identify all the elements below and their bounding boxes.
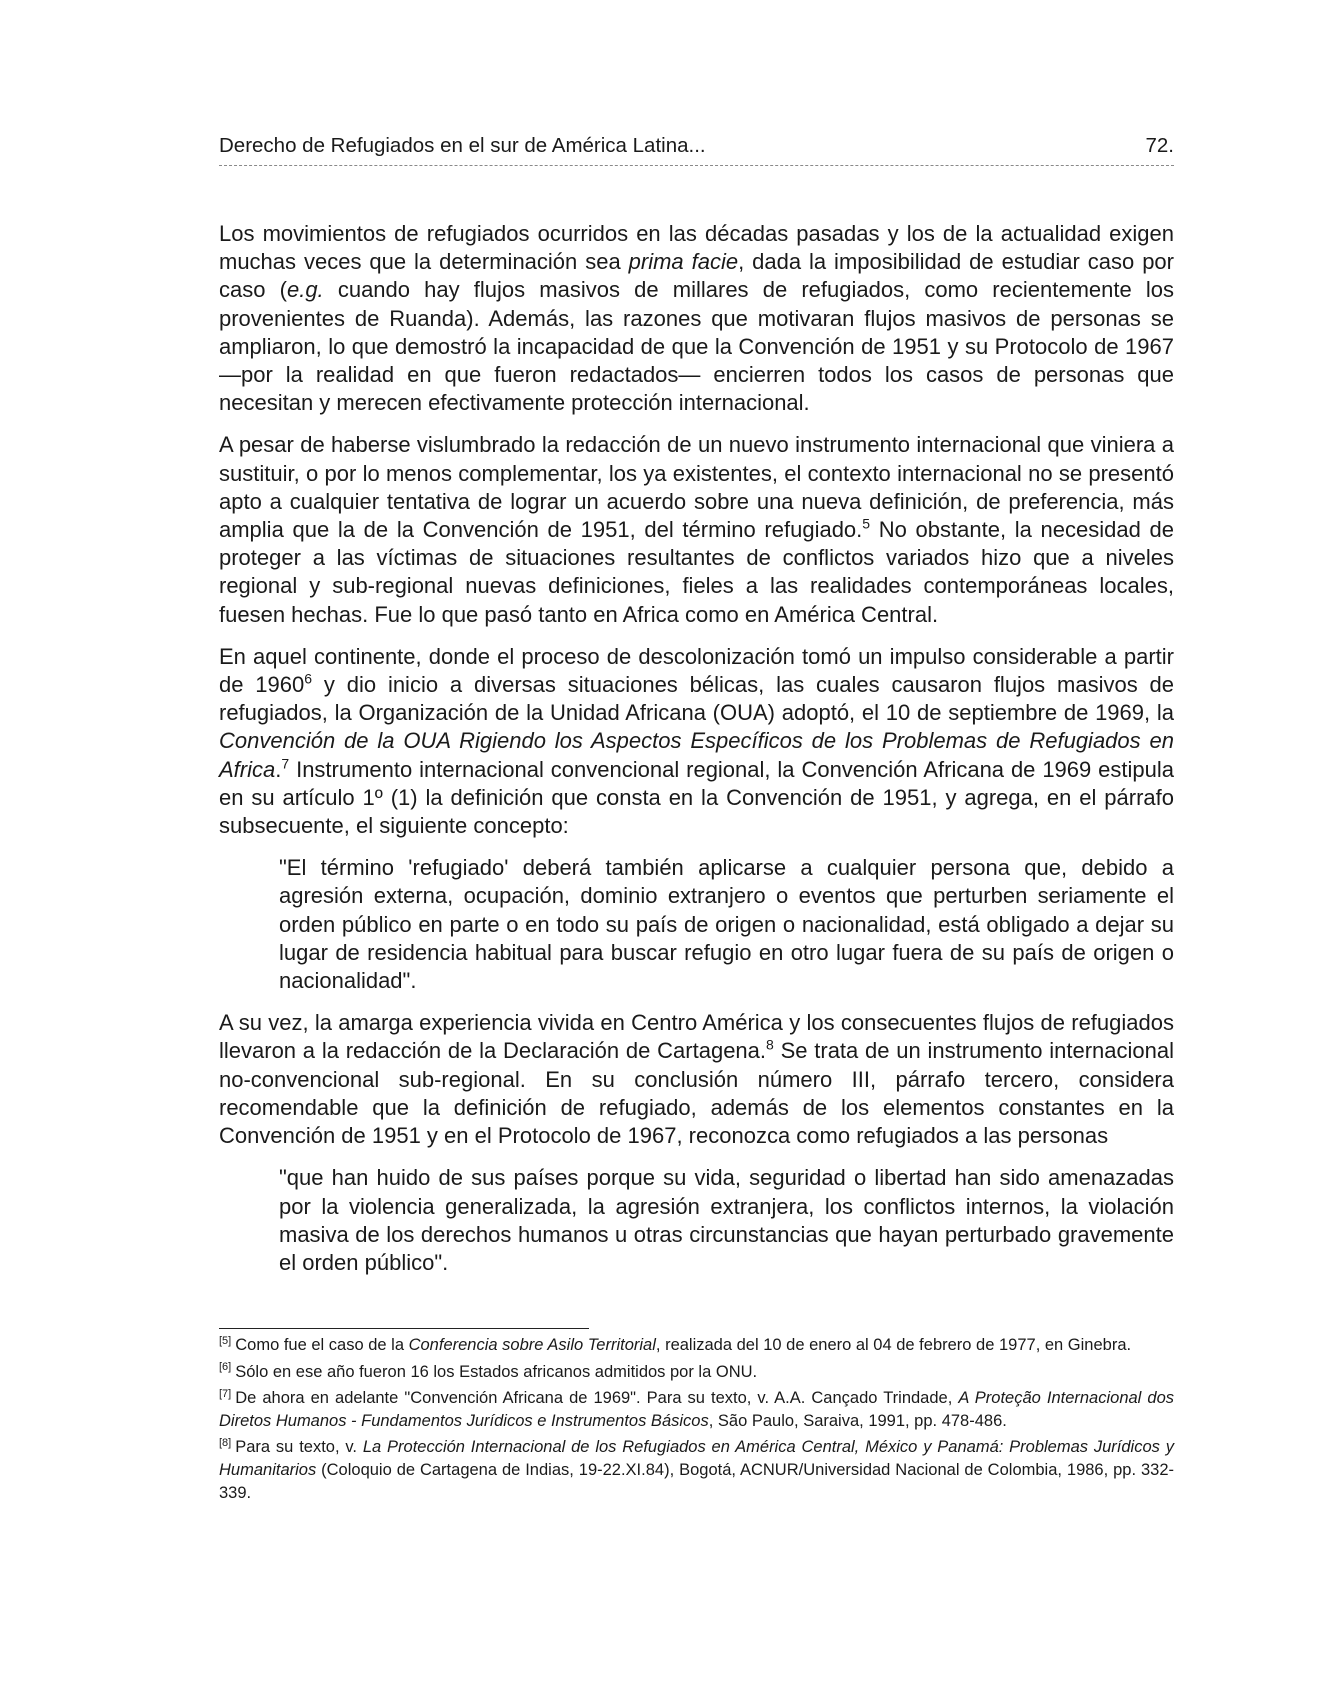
block-quote-2: "que han huido de sus países porque su vida, seguridad o libertad han sido amenazadas por la violencia generalizada, la agresión extranjera, los conflictos internos, la violación masiva de los derechos humanos u otras circunstancias que hayan perturbado gravemente el orden público". bbox=[279, 1165, 1174, 1275]
paragraph-1: Los movimientos de refugiados ocurridos en las décadas pasadas y los de la actualidad exigen muchas veces que la determinación sea prima facie, dada la imposibilidad de estudiar caso por caso (e.g. cuando hay flujos masivos de millares de refugiados, como recientemente los provenientes de Ruanda). Además, las razones que motivaran flujos masivos de personas se ampliaron, lo que demostró la incapacidad de que la Convención de 1951 y su Protocolo de 1967 —por la realidad en que fueron redactados— encierren todos los casos de personas que necesitan y merecen efectivamente protección internacional. bbox=[219, 221, 1174, 416]
document-page bbox=[219, 0, 1174, 1697]
paragraph-4: A su vez, la amarga experiencia vivida en Centro América y los consecuentes flujos de refugiados llevaron a la redacción de la Declaración de Cartagena.$^8$ Se trata de un instrumento internacional no-convencional sub-regional. En su conclusión número III, párrafo tercero, considera recomendable que la definición de refugiado, además de los elementos constantes en la Convención de 1951 y en el Protocolo de 1967, reconozca como refugiados a las personas bbox=[219, 1010, 1174, 1149]
page-number: 72. bbox=[1145, 134, 1174, 157]
body-text bbox=[219, 220, 1174, 1291]
paragraph-3: En aquel continente, donde el proceso de descolonización tomó un impulso considerable a partir de 1960$^6$ y dio inicio a diversas situaciones bélicas, las cuales causaron flujos masivos de refugiados, la Organización de la Unidad Africana (OUA) adoptó, el 10 de septiembre de 1969, la Convención de la OUA Rigiendo los Aspectos Específicos de los Problemas de Refugiados en Africa.$^7$ Instrumento internacional convencional regional, la Convención Africana de 1969 estipula en su artículo 1º (1) la definición que consta en la Convención de 1951, y agrega, en el párrafo subsecuente, el siguiente concepto: bbox=[219, 643, 1175, 839]
header-divider bbox=[219, 165, 1174, 166]
block-quote-1: "El término 'refugiado' deberá también aplicarse a cualquier persona que, debido a agresión externa, ocupación, dominio extranjero o eventos que perturben seriamente el orden público en parte o en todo su país de origen o nacionalidad, está obligado a dejar su lugar de residencia habitual para buscar refugio en otro lugar fuera de su país de origen o nacionalidad". bbox=[279, 855, 1174, 994]
footnote-ref-5: 5 bbox=[862, 515, 871, 532]
header-title: Derecho de Refugiados en el sur de América Latina... bbox=[219, 134, 706, 157]
footnote-8: [8] Para su texto, v. La Protección Internacional de los Refugiados en América Central, México y Panamá: Problemas Jurídicos y Humanitarios (Coloquio de Cartagena de Indias, 19-22.XI.84), Bogotá, ACNUR/Universidad Nacional de Colombia, 1986, pp. 332-339. bbox=[219, 1436, 1174, 1502]
footnotes bbox=[219, 1334, 1174, 1508]
footnote-divider bbox=[219, 1328, 589, 1329]
footnote-ref-7: 7 bbox=[281, 755, 290, 772]
footnote-5: [5] Como fue el caso de la Conferencia sobre Asilo Territorial, realizada del 10 de enero al 04 de febrero de 1977, en Ginebra. bbox=[219, 1334, 1132, 1354]
footnote-7: [7] De ahora en adelante "Convención Africana de 1969". Para su texto, v. A.A. Cançado Trindade, A Proteção Internacional dos Diretos Humanos - Fundamentos Jurídicos e Instrumentos Básicos, São Paulo, Saraiva, 1991, pp. 478-486. bbox=[219, 1387, 1174, 1430]
footnote-6: [6] Sólo en ese año fueron 16 los Estados africanos admitidos por la ONU. bbox=[219, 1361, 758, 1381]
footnote-ref-8: 8 bbox=[766, 1037, 774, 1054]
paragraph-2: A pesar de haberse vislumbrado la redacción de un nuevo instrumento internacional que viniera a sustituir, o por lo menos complementar, los ya existentes, el contexto internacional no se presentó apto a cualquier tentativa de lograr un acuerdo sobre una nueva definición, de preferencia, más amplia que la de la Convención de 1951, del término refugiado.$^5$ No obstante, la necesidad de proteger a las víctimas de situaciones resultantes de conflictos variados hizo que a niveles regional y sub-regional nuevas definiciones, fieles a las realidades contemporáneas locales, fuesen hechas. Fue lo que pasó tanto en Africa como en América Central. bbox=[219, 432, 1174, 627]
footnote-ref-6: 6 bbox=[304, 670, 313, 687]
